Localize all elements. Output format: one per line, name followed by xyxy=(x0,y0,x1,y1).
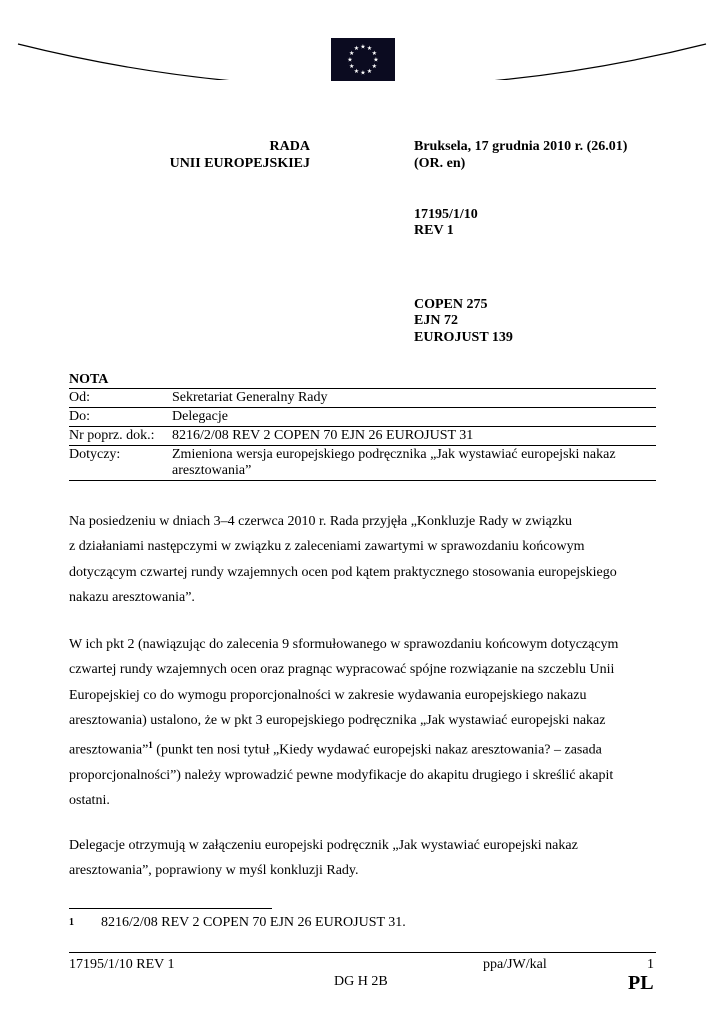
flag-star-icon: ★ xyxy=(366,46,373,53)
row-value: Delegacje xyxy=(172,409,228,424)
code-ejn: EJN 72 xyxy=(414,313,458,328)
doc-number: 17195/1/10 xyxy=(414,207,478,222)
footer-directorate: DG H 2B xyxy=(334,974,388,989)
flag-star-icon: ★ xyxy=(360,70,366,77)
flag-star-icon: ★ xyxy=(373,57,379,64)
row-value: Sekretariat Generalny Rady xyxy=(172,390,328,405)
original-language: (OR. en) xyxy=(414,156,466,171)
paragraph-line: aresztowania) ustalono, że w pkt 3 europejskiego podręcznika „Jak wystawiać europejski nakaz xyxy=(69,712,606,728)
footer-initials: ppa/JW/kal xyxy=(483,957,547,972)
table-row xyxy=(69,408,656,427)
footnote-separator xyxy=(69,908,272,909)
paragraph-line: W ich pkt 2 (nawiązując do zalecenia 9 sformułowanego w sprawozdaniu końcowym dotyczącym xyxy=(69,637,619,652)
note-title: NOTA xyxy=(69,372,109,387)
footnote xyxy=(69,914,406,932)
footnote-text: 8216/2/08 REV 2 COPEN 70 EJN 26 EUROJUST 31. xyxy=(101,915,406,930)
table-row xyxy=(69,446,656,481)
issuer-line2: UNII EUROPEJSKIEJ xyxy=(169,156,310,171)
paragraph-line: Europejskiej co do wymogu proporcjonalności w zakresie wydawania europejskiego nakazu xyxy=(69,687,587,703)
paragraph-line: dotyczącym czwartej rundy wzajemnych ocen pod kątem praktycznego stosowania europejskiego xyxy=(69,564,617,580)
row-value: 8216/2/08 REV 2 COPEN 70 EJN 26 EUROJUST 31 xyxy=(172,428,474,443)
flag-star-icon: ★ xyxy=(371,64,377,70)
row-value: Zmieniona wersja europejskiego podręcznika „Jak wystawiać europejski nakaz aresztowania” xyxy=(172,447,616,478)
flag-star-icon: ★ xyxy=(349,64,355,70)
date-line: Bruksela, 17 grudnia 2010 r. (26.01) xyxy=(414,139,628,154)
note-block xyxy=(69,371,656,481)
footnote-ref[interactable]: 1 xyxy=(148,740,153,751)
footer-page-number: 1 xyxy=(647,957,654,972)
eu-flag-icon xyxy=(331,38,395,81)
paragraph-line: Na posiedzeniu w dniach 3–4 czerwca 2010 r. Rada przyjęła „Konkluzje Rady w związku xyxy=(69,514,573,529)
row-label: Dotyczy: xyxy=(69,447,121,462)
flag-star-icon: ★ xyxy=(347,57,353,64)
footer-rule xyxy=(69,952,656,953)
body-paragraph-2 xyxy=(69,632,659,814)
body-paragraph-1 xyxy=(69,509,659,610)
table-row xyxy=(69,389,656,408)
paragraph-line: ostatni. xyxy=(69,793,110,809)
paragraph-line: z działaniami następczymi w związku z zaleceniami zawartymi w sprawozdaniu końcowym xyxy=(69,539,585,555)
paragraph-line: aresztowania”, poprawiony w myśl konkluzji Rady. xyxy=(69,863,359,879)
table-row xyxy=(69,427,656,446)
paragraph-line: proporcjonalności”) należy wprowadzić pewne modyfikacje do akapitu drugiego i skreślić akapit xyxy=(69,768,614,784)
footnote-number: 1 xyxy=(69,917,74,928)
body-paragraph-3 xyxy=(69,833,659,884)
footer-doc-ref: 17195/1/10 REV 1 xyxy=(69,957,175,972)
line-end: (punkt ten nosi tytuł „Kiedy wydawać europejski nakaz aresztowania? – zasada xyxy=(152,742,602,758)
footer-language-code: PL xyxy=(628,972,654,994)
row-label: Od: xyxy=(69,390,90,405)
doc-revision: REV 1 xyxy=(414,223,454,238)
issuer-line1: RADA xyxy=(269,139,310,154)
flag-star-icon: ★ xyxy=(366,68,373,75)
paragraph-line: nakazu aresztowania”. xyxy=(69,589,195,605)
flag-star-icon: ★ xyxy=(353,68,360,75)
row-label: Do: xyxy=(69,409,90,424)
paragraph-line: Delegacje otrzymują w załączeniu europejski podręcznik „Jak wystawiać europejski nakaz xyxy=(69,838,578,853)
line-start: aresztowania” xyxy=(69,742,149,758)
flag-star-icon: ★ xyxy=(349,51,355,57)
code-copen: COPEN 275 xyxy=(414,297,488,312)
code-eurojust: EUROJUST 139 xyxy=(414,330,513,345)
flag-star-icon: ★ xyxy=(353,46,360,53)
flag-star-icon: ★ xyxy=(360,44,366,51)
note-meta-table xyxy=(69,388,656,481)
paragraph-line xyxy=(69,733,659,763)
paragraph-line: czwartej rundy wzajemnych ocen oraz pragnąc wypracować spójne rozwiązanie na szczeblu Unii xyxy=(69,662,615,678)
row-label: Nr poprz. dok.: xyxy=(69,428,155,443)
flag-star-icon: ★ xyxy=(371,51,377,57)
